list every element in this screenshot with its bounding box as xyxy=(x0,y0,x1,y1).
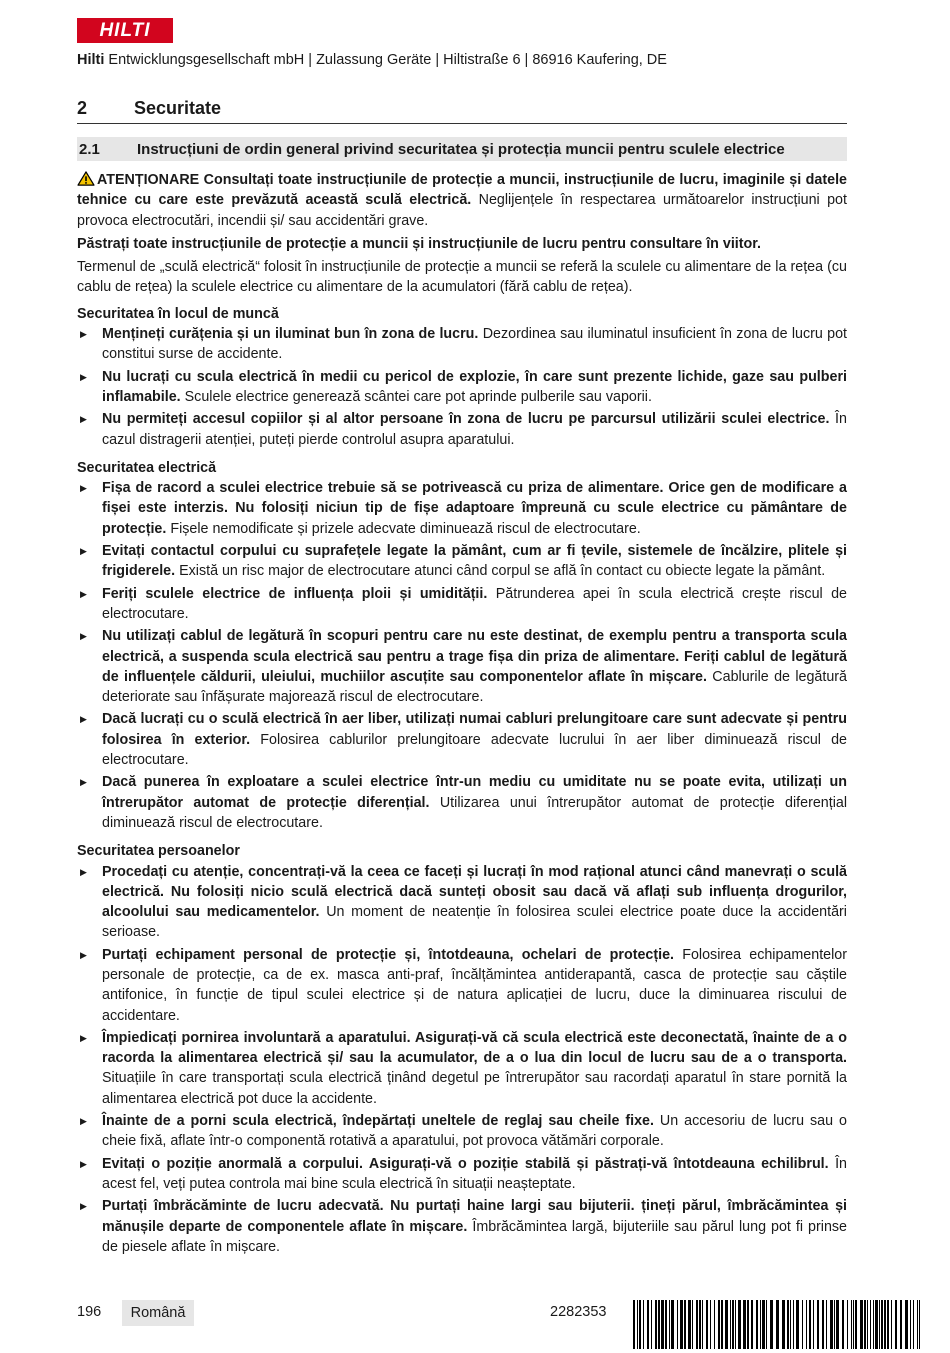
list-item xyxy=(77,945,847,1026)
barcode-bar xyxy=(692,1300,693,1349)
barcode-bar xyxy=(919,1300,920,1349)
triangle-right-icon: ▶ xyxy=(80,1032,87,1043)
barcode-bar xyxy=(762,1300,765,1349)
hilti-logo: HILTI xyxy=(77,18,173,43)
barcode-bar xyxy=(851,1300,852,1349)
list-item xyxy=(77,478,847,539)
barcode-bar xyxy=(677,1300,678,1349)
barcode-bar xyxy=(830,1300,833,1349)
barcode-bar xyxy=(725,1300,728,1349)
item-bold: Feriți sculele electrice de influența ploii și umidității. xyxy=(102,585,488,602)
item-text: Sculele electrice generează scântei care pot aprinde pulberile sau vaporii. xyxy=(180,388,652,405)
item-text: Un accesoriu de lucru sau o cheie fixă, aflate într-o componentă rotativă a aparatului, pot provoca vătămări corporale. xyxy=(102,1113,847,1150)
item-bold: Nu lucrați cu scula electrică în medii cu pericol de explozie, în care sunt prezente lichide, gaze sau pulberi inflamabile. xyxy=(102,368,847,405)
instruction-list xyxy=(77,324,847,450)
triangle-right-icon: ▶ xyxy=(80,631,87,642)
item-text: Folosirea echipamentelor personale de protecție, ca de ex. masca anti-praf, încălțămintea antiderapantă, casca de protecție sau căștile antifonice, în funcție de tipul sculei electrice și de natura aplicației de lucru, duce la diminuarea riscului de accidentare. xyxy=(102,946,848,1024)
triangle-right-icon: ▶ xyxy=(80,714,87,725)
triangle-right-icon: ▶ xyxy=(80,866,87,877)
list-item xyxy=(77,1028,847,1109)
item-text: În acest fel, veți putea controla mai bine scula electrică în situații neașteptate. xyxy=(102,1155,848,1192)
instruction-list xyxy=(77,862,847,1258)
list-item xyxy=(77,1154,847,1195)
barcode-bar xyxy=(669,1300,670,1349)
list-item xyxy=(77,324,847,365)
barcode-bar xyxy=(887,1300,889,1349)
barcode-bar xyxy=(661,1300,664,1349)
barcode-bar xyxy=(787,1300,789,1349)
barcode-bar xyxy=(834,1300,835,1349)
barcode-bar xyxy=(817,1300,819,1349)
barcode-bar xyxy=(730,1300,731,1349)
barcode-bar xyxy=(639,1300,641,1349)
item-bold: Dacă lucrați cu o sculă electrică în aer liber, utilizați numai cabluri prelungitoare care sunt adecvate și pentru folosirea în exterior. xyxy=(102,711,847,748)
item-bold: Procedați cu atenție, concentrați-vă la ceea ce faceți și lucrați în mod rațional atunci când manevrați o sculă electrică. Nu folosiți nicio sculă electrică dacă sunteți obosit sau dacă vă aflați sub influența drogurilor, alcoolului sau medicamentelor. xyxy=(102,863,847,921)
barcode-bar xyxy=(826,1300,827,1349)
item-text: În cazul distragerii atenției, puteți pierde controlul asupra aparatului. xyxy=(102,411,847,448)
barcode-bar xyxy=(702,1300,703,1349)
barcode-bar xyxy=(864,1300,866,1349)
triangle-right-icon: ▶ xyxy=(80,371,87,382)
barcode-bar xyxy=(881,1300,883,1349)
item-text: Îmbrăcămintea largă, bijuteriile sau părul lung pot fi prinse de piesele aflate în mișcare. xyxy=(102,1218,848,1255)
barcode-bar xyxy=(721,1300,723,1349)
barcode-bar xyxy=(782,1300,785,1349)
item-bold: Împiedicați pornirea involuntară a aparatului. Asigurați-vă că scula electrică este deconectată, înainte de a o racorda la alimentarea electrică și/ sau la acumulator, de a o lua din locul de lucru sau de a o transporta. xyxy=(102,1029,847,1067)
barcode-bar xyxy=(875,1300,878,1349)
triangle-right-icon: ▶ xyxy=(80,546,87,557)
barcode-bar xyxy=(855,1300,857,1349)
barcode-bar xyxy=(776,1300,779,1349)
barcode-bar xyxy=(637,1300,638,1349)
barcode-bar xyxy=(879,1300,880,1349)
list-item xyxy=(77,541,847,582)
barcode-bar xyxy=(655,1300,657,1349)
barcode-bar xyxy=(747,1300,749,1349)
term-definition: Termenul de „sculă electrică“ folosit în instrucțiunile de protecție a muncii se referă la sculele cu alimentare de la rețea (cu cablu de rețea) la sculele electrice cu alimentare de la acumulatori (fără cablu de rețea). xyxy=(77,259,847,296)
subsection-title: Instrucțiuni de ordin general privind securitatea și protecția muncii pentru sculele electrice xyxy=(137,140,785,158)
language-badge: Română xyxy=(122,1300,194,1326)
barcode-bar xyxy=(658,1300,660,1349)
item-text: Există un risc major de electrocutare atunci când corpul se află în contact cu obiecte legate la pământ. xyxy=(175,563,826,580)
item-text: Pătrunderea apei în scula electrică crește riscul de electrocutare. xyxy=(102,585,847,622)
barcode-bar xyxy=(647,1300,649,1349)
item-bold: Purtați echipament personal de protecție și, întotdeauna, ochelari de protecție. xyxy=(102,946,675,963)
list-item xyxy=(77,1196,847,1257)
barcode-bar xyxy=(766,1300,767,1349)
barcode-bar xyxy=(895,1300,897,1349)
item-bold: Fișa de racord a sculei electrice trebuie să se potrivească cu priza de alimentare. Orice gen de modificare a fișei este interzis. Nu folosiți niciun tip de fișe adaptoare împreună cu scule electrice cu pământare de protecție. xyxy=(102,480,847,537)
section-heading xyxy=(77,98,847,124)
barcode-bar xyxy=(751,1300,753,1349)
list-item xyxy=(77,1111,847,1152)
keep-instructions: Păstrați toate instrucțiunile de protecție a muncii și instrucțiunile de lucru pentru consultare în viitor. xyxy=(77,235,762,252)
item-bold: Înainte de a porni scula electrică, îndepărtați uneltele de reglaj sau cheile fixe. xyxy=(102,1113,654,1130)
barcode-bar xyxy=(813,1300,814,1349)
warning-paragraph xyxy=(77,170,847,231)
warning-text: Neglijențele în respectarea următoarelor instrucțiuni pot provoca electrocutări, incendii și/ sau accidentări grave. xyxy=(77,192,847,229)
barcode-bar xyxy=(714,1300,715,1349)
triangle-right-icon: ▶ xyxy=(80,414,87,425)
item-bold: Dacă punerea în exploatare a sculei electrice într-un mediu cu umiditate nu se poate evita, utilizați un întrerupător automat de protecție diferențial. xyxy=(102,774,847,811)
item-text: Dezordinea sau iluminatul insuficient în zona de lucru pot constitui surse de accidente. xyxy=(102,326,848,363)
item-bold: Nu utilizați cablul de legătură în scopuri pentru care nu este destinat, de exemplu pentru a transporta scula electrică, a suspenda scula electrică sau pentru a trage fișa din priza de alimentare. Feriți cablul de legătură de influențele căldurii, uleiului, muchiilor ascuțite sau componentelor aflate în mișcare. xyxy=(102,628,847,685)
item-text: Fișele nemodificate și prizele adecvate diminuează riscul de electrocutare. xyxy=(166,520,641,537)
triangle-right-icon: ▶ xyxy=(80,1201,87,1212)
barcode-bar xyxy=(867,1300,868,1349)
barcode-bar xyxy=(684,1300,686,1349)
group-heading: Securitatea electrică xyxy=(77,459,217,476)
barcode-bar xyxy=(790,1300,791,1349)
barcode-bar xyxy=(873,1300,874,1349)
item-bold: Evitați o poziție anormală a corpului. Asigurați-vă o poziție stabilă și păstrați-vă întotdeauna echilibrul. xyxy=(102,1155,829,1172)
barcode-bar xyxy=(853,1300,854,1349)
barcode-bar xyxy=(910,1300,911,1349)
barcode-bar xyxy=(842,1300,844,1349)
triangle-right-icon: ▶ xyxy=(80,483,87,494)
triangle-right-icon: ▶ xyxy=(80,949,87,960)
barcode-bar xyxy=(809,1300,811,1349)
barcode-bar xyxy=(860,1300,863,1349)
item-text: Cablurile de legătură deteriorate sau înfășurate majorează riscul de electrocutare. xyxy=(102,668,847,706)
list-item xyxy=(77,367,847,408)
barcode-bar xyxy=(665,1300,667,1349)
barcode-bar xyxy=(913,1300,914,1349)
item-text: Utilizarea unui întrerupător automat de protecție diferențial diminuează riscul de electrocutare. xyxy=(102,794,848,831)
item-bold: Evitați contactul corpului cu suprafețele legate la pământ, cum ar fi țevile, sistemele de încălzire, plitele și frigiderele. xyxy=(102,543,847,580)
item-bold: Mențineți curățenia și un iluminat bun în zona de lucru. xyxy=(102,326,479,343)
barcode-bar xyxy=(802,1300,803,1349)
safety-groups xyxy=(77,304,847,1257)
barcode xyxy=(633,1300,925,1349)
barcode-bar xyxy=(760,1300,761,1349)
item-text: Folosirea cablurilor prelungitoare adecvate lucrului în aer liber diminuează riscul de electrocutare. xyxy=(102,731,847,769)
list-item xyxy=(77,584,847,625)
barcode-bar xyxy=(710,1300,711,1349)
barcode-bar xyxy=(743,1300,746,1349)
barcode-bar xyxy=(680,1300,683,1349)
barcode-bar xyxy=(836,1300,839,1349)
barcode-bar xyxy=(706,1300,708,1349)
item-bold: Nu permiteți accesul copiilor și al altor persoane în zona de lucru pe parcursul utilizării sculei electrice. xyxy=(102,411,830,428)
barcode-bar xyxy=(699,1300,701,1349)
address-text: Entwicklungsgesellschaft mbH | Zulassung Geräte | Hiltistraße 6 | 86916 Kaufering, DE xyxy=(104,52,667,68)
barcode-bar xyxy=(718,1300,720,1349)
triangle-right-icon: ▶ xyxy=(80,329,87,340)
barcode-bar xyxy=(735,1300,736,1349)
document-number: 2282353 xyxy=(550,1304,607,1320)
barcode-bar xyxy=(671,1300,674,1349)
barcode-bar xyxy=(770,1300,773,1349)
group-heading: Securitatea persoanelor xyxy=(77,843,240,860)
subsection-number: 2.1 xyxy=(79,140,100,158)
barcode-bar xyxy=(643,1300,644,1349)
barcode-bar xyxy=(900,1300,902,1349)
item-text: Un moment de neatenție în folosirea sculei electrice poate duce la accidentări serioase. xyxy=(102,904,847,941)
list-item xyxy=(77,626,847,707)
barcode-bar xyxy=(847,1300,848,1349)
triangle-right-icon: ▶ xyxy=(80,1116,87,1127)
item-text: Situațiile în care transportați scula electrică ținând degetul pe întrerupător sau racordați aparatul în stare pornită la alimentarea electrică pot duce la accidente. xyxy=(102,1070,847,1107)
barcode-bar xyxy=(651,1300,652,1349)
barcode-bar xyxy=(870,1300,871,1349)
barcode-bar xyxy=(793,1300,794,1349)
barcode-bar xyxy=(796,1300,799,1349)
barcode-bar xyxy=(756,1300,758,1349)
list-item xyxy=(77,709,847,770)
list-item xyxy=(77,409,847,450)
barcode-bar xyxy=(884,1300,886,1349)
group-heading: Securitatea în locul de muncă xyxy=(77,305,279,322)
barcode-bar xyxy=(822,1300,824,1349)
list-item xyxy=(77,862,847,943)
barcode-bar xyxy=(891,1300,892,1349)
company-address xyxy=(77,52,667,68)
document-body xyxy=(77,170,847,1259)
warning-bold: ATENȚIONARE Consultați toate instrucțiunile de protecție a muncii, instrucțiunile de lucru, imaginile și datele tehnice cu care este prevăzută această sculă electrică. xyxy=(77,172,847,209)
section-number: 2 xyxy=(77,98,88,118)
subsection-heading xyxy=(77,137,847,161)
instruction-list xyxy=(77,478,847,833)
company-name: Hilti xyxy=(77,52,105,68)
page-footer xyxy=(77,1300,927,1330)
barcode-bar xyxy=(732,1300,734,1349)
triangle-right-icon: ▶ xyxy=(80,777,87,788)
triangle-right-icon: ▶ xyxy=(80,588,87,599)
item-bold: Purtați îmbrăcăminte de lucru adecvată. Nu purtați haine largi sau bijuterii. țineți părul, îmbrăcămintea și mănușile departe de componentele aflate în mișcare. xyxy=(102,1198,847,1235)
page-number: 196 xyxy=(77,1304,102,1320)
triangle-right-icon: ▶ xyxy=(80,1158,87,1169)
barcode-bar xyxy=(696,1300,698,1349)
section-title: Securitate xyxy=(134,98,222,118)
barcode-bar xyxy=(905,1300,908,1349)
barcode-bar xyxy=(633,1300,635,1349)
barcode-bar xyxy=(917,1300,918,1349)
barcode-bar xyxy=(738,1300,741,1349)
barcode-bar xyxy=(806,1300,807,1349)
list-item xyxy=(77,772,847,833)
warning-triangle-icon xyxy=(77,171,95,186)
barcode-bar xyxy=(688,1300,691,1349)
